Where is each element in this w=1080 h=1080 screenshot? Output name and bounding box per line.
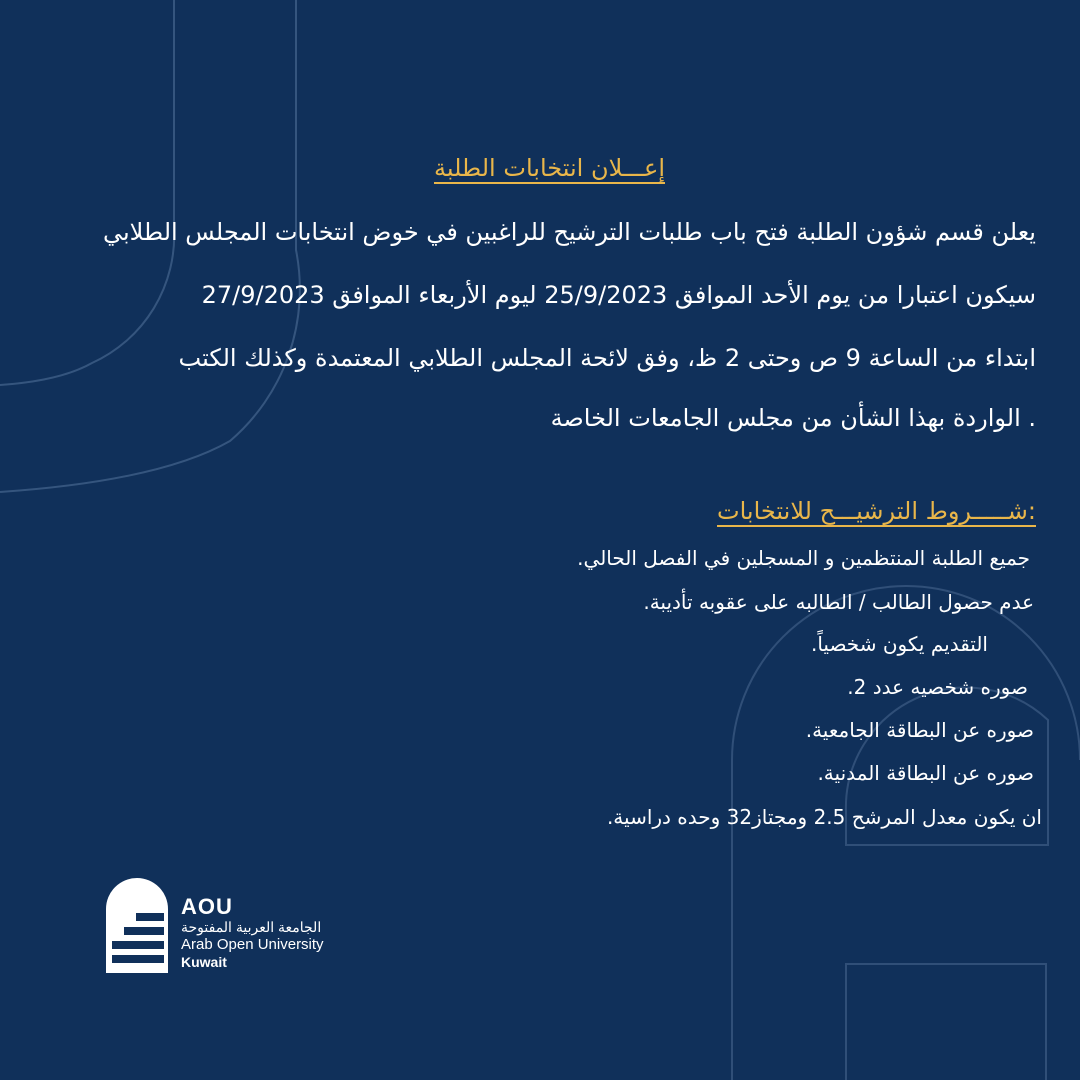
condition-item: عدم حصول الطالب / الطالبه على عقوبه تأديبة. — [643, 590, 1034, 614]
announcement-line: ابتداء من الساعة 9 ص وحتى 2 ظ، وفق لائحة المجلس الطلابي المعتمدة وكذلك الكتب — [178, 344, 1036, 372]
condition-item: التقديم يكون شخصياً. — [810, 632, 988, 656]
condition-item: جميع الطلبة المنتظمين و المسجلين في الفصل الحالي. — [577, 546, 1030, 570]
logo-abbr: AOU — [181, 894, 233, 919]
aou-logo-icon — [106, 877, 168, 973]
announcement-title: إعـــلان انتخابات الطلبة — [434, 154, 665, 182]
condition-item: صوره عن البطاقة الجامعية. — [805, 718, 1034, 742]
announcement-line: سيكون اعتبارا من يوم الأحد الموافق 25/9/2023 ليوم الأربعاء الموافق 27/9/2023 — [201, 281, 1036, 309]
announcement-line: . الواردة بهذا الشأن من مجلس الجامعات الخاصة — [550, 404, 1036, 432]
logo-text-block — [181, 895, 324, 971]
condition-item: صوره شخصيه عدد 2. — [847, 675, 1028, 699]
condition-item: ان يكون معدل المرشح 2.5 ومجتاز32 وحده دراسية. — [606, 805, 1042, 829]
logo-name-arabic: الجامعة العربية المفتوحة — [181, 919, 322, 935]
logo-branch: Kuwait — [181, 954, 227, 970]
announcement-line: يعلن قسم شؤون الطلبة فتح باب طلبات الترشيح للراغبين في خوض انتخابات المجلس الطلابي — [103, 218, 1036, 246]
logo-name-english: Arab Open University — [181, 936, 324, 953]
conditions-title: :شـــــروط الترشيـــح للانتخابات — [717, 497, 1036, 525]
condition-item: صوره عن البطاقة المدنية. — [817, 761, 1034, 785]
